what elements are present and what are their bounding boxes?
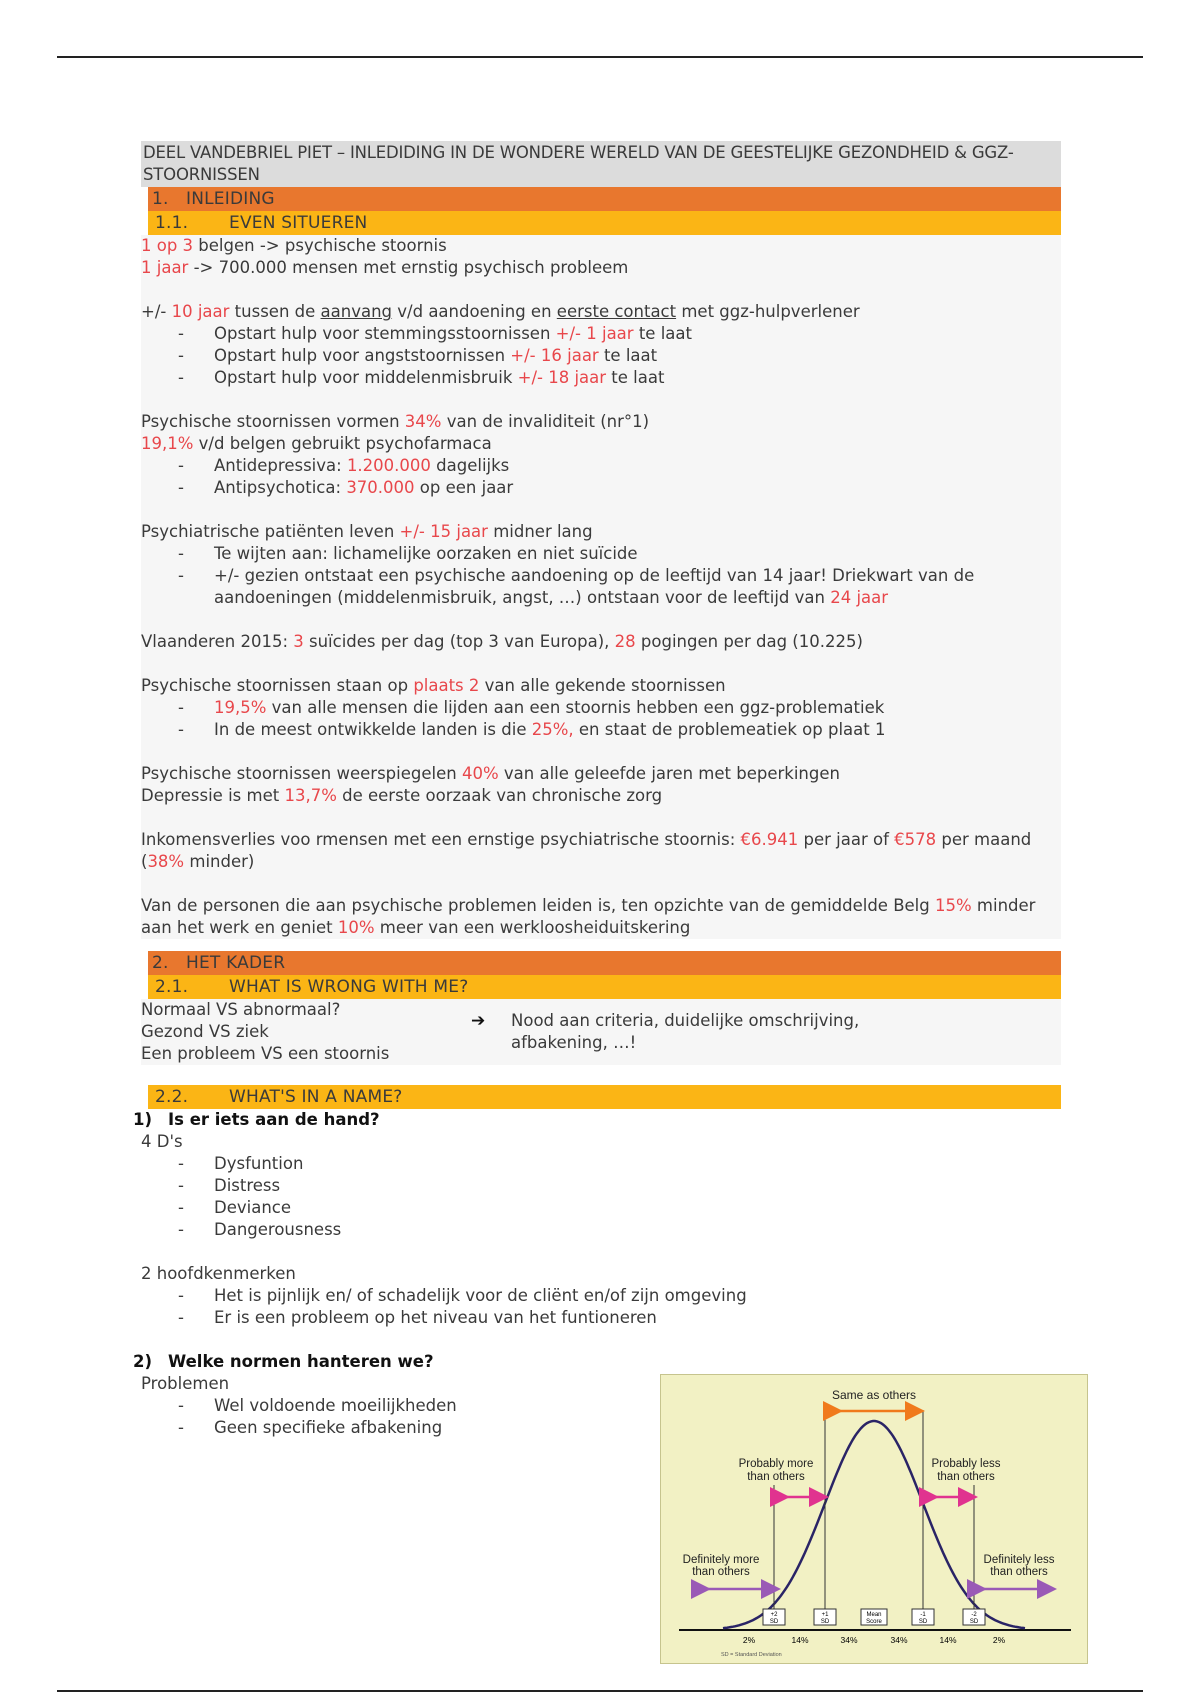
stat-value: 19,1% bbox=[141, 434, 194, 453]
heading-text: INLEIDING bbox=[186, 189, 275, 209]
stat-line bbox=[141, 895, 1061, 939]
sd-box-label: Mean bbox=[866, 1612, 882, 1618]
hoofdkenmerken-list bbox=[141, 1285, 1061, 1329]
bullet-list bbox=[141, 323, 1061, 389]
stat-text: met ggz-hulpverlener bbox=[676, 302, 860, 321]
problemen-intro: Problemen bbox=[141, 1374, 230, 1393]
label-definitely-less-2: than others bbox=[990, 1566, 1048, 1578]
heading-number: 1. bbox=[152, 189, 169, 209]
stat-value: 13,7% bbox=[284, 786, 337, 805]
stat-line bbox=[141, 631, 1061, 653]
stat-text: Vlaanderen 2015: bbox=[141, 632, 294, 651]
item-text: Te wijten aan: lichamelijke oorzaken en niet suïcide bbox=[214, 544, 638, 563]
stat-text: +/- bbox=[141, 302, 172, 321]
stat-text: Van de personen die aan psychische problemen leiden is, ten opzichte van de gemiddelde Belg bbox=[141, 896, 935, 915]
stat-text: midner lang bbox=[487, 522, 593, 541]
heading-number: 2.2. bbox=[155, 1087, 189, 1107]
stat-line bbox=[141, 785, 1061, 807]
item-text: te laat bbox=[633, 324, 692, 343]
stat-line bbox=[141, 829, 1061, 873]
bullet-list bbox=[141, 543, 1061, 609]
item-text: dagelijks bbox=[430, 456, 510, 475]
normal-distribution-figure bbox=[660, 1374, 1088, 1664]
stat-value: 40% bbox=[461, 764, 499, 783]
stat-line bbox=[141, 433, 1061, 455]
item-value: 19,5% bbox=[214, 698, 267, 717]
stat-text: Psychiatrische patiënten leven bbox=[141, 522, 400, 541]
heading-what-is-wrong bbox=[148, 975, 1061, 999]
bullet-list bbox=[141, 697, 1061, 741]
kader-questions bbox=[141, 999, 471, 1065]
sd-box bbox=[963, 1609, 985, 1625]
pct-label: 2% bbox=[742, 1635, 756, 1645]
list-item: - Dysfuntion bbox=[141, 1153, 1061, 1175]
sd-box-label: SD bbox=[918, 1619, 928, 1625]
list-item: - Er is een probleem op het niveau van het funtioneren bbox=[141, 1307, 1061, 1329]
stat-text: van alle gekende stoornissen bbox=[479, 676, 726, 695]
document-body bbox=[133, 141, 1061, 1439]
question-text: Welke normen hanteren we? bbox=[168, 1352, 434, 1371]
item-value: 370.000 bbox=[346, 478, 415, 497]
stat-text: -> 700.000 mensen met ernstig psychisch probleem bbox=[188, 258, 629, 277]
kader-line: Gezond VS ziek bbox=[141, 1022, 269, 1041]
item-text: +/- gezien ontstaat een psychische aandoening op de leeftijd van 14 jaar! Driekwart van de aandoeningen (middelenmisbruik, angst, …) ontstaan voor de leeftijd van bbox=[214, 566, 975, 607]
list-item bbox=[141, 477, 1061, 499]
sd-box-label: SD bbox=[769, 1619, 779, 1625]
label-probably-less-2: than others bbox=[937, 1471, 995, 1483]
stat-text: pogingen per dag (10.225) bbox=[635, 632, 863, 651]
stat-text: per maand ( bbox=[141, 830, 1032, 871]
label-probably-less: Probably less bbox=[931, 1458, 1001, 1470]
sd-box-label: +1 bbox=[821, 1612, 829, 1618]
situeren-block bbox=[141, 235, 1061, 939]
item-text: In de meest ontwikkelde landen is die bbox=[214, 720, 532, 739]
stat-value: 1 jaar bbox=[141, 258, 189, 277]
arrow-icon: ➔ bbox=[471, 1011, 486, 1031]
question-2 bbox=[133, 1351, 1061, 1373]
list-item bbox=[141, 455, 1061, 477]
item-text: en staat de problemeatiek op plaat 1 bbox=[573, 720, 886, 739]
stat-text: tussen de bbox=[229, 302, 321, 321]
list-item: - Deviance bbox=[141, 1197, 1061, 1219]
list-item: - Het is pijnlijk en/ of schadelijk voor de cliënt en/of zijn omgeving bbox=[141, 1285, 1061, 1307]
stat-line bbox=[141, 301, 1061, 323]
pct-label: 34% bbox=[840, 1635, 858, 1645]
list-item: - Geen specifieke afbakening bbox=[141, 1417, 1061, 1439]
item-value: 1.200.000 bbox=[346, 456, 431, 475]
stat-text: Psychische stoornissen weerspiegelen bbox=[141, 764, 462, 783]
heading-even-situeren bbox=[148, 211, 1061, 235]
stat-line bbox=[141, 411, 1061, 433]
heading-number: 1.1. bbox=[155, 213, 189, 233]
heading-whats-in-a-name bbox=[148, 1085, 1061, 1109]
bottom-rule bbox=[57, 1690, 1143, 1692]
heading-text: HET KADER bbox=[186, 953, 286, 973]
sd-box bbox=[814, 1609, 836, 1625]
item-value: 25%, bbox=[531, 720, 574, 739]
stat-value: 34% bbox=[404, 412, 442, 431]
stat-line bbox=[141, 235, 1061, 257]
stat-value: +/- 15 jaar bbox=[399, 522, 488, 541]
stat-text: minder aan het werk en geniet bbox=[141, 896, 1036, 937]
stat-text: v/d aandoening en bbox=[392, 302, 557, 321]
item-value: 24 jaar bbox=[830, 588, 889, 607]
stat-value: 10% bbox=[337, 918, 375, 937]
label-definitely-more: Definitely more bbox=[682, 1554, 760, 1566]
stat-text: v/d belgen gebruikt psychofarmaca bbox=[193, 434, 492, 453]
stat-value: 28 bbox=[614, 632, 636, 651]
list-item bbox=[141, 719, 1061, 741]
list-item bbox=[141, 345, 1061, 367]
pct-label: 14% bbox=[939, 1635, 957, 1645]
stat-text: meer van een werkloosheiduitskering bbox=[374, 918, 691, 937]
bullet-list bbox=[141, 455, 1061, 499]
sd-box bbox=[763, 1609, 785, 1625]
stat-text: Psychische stoornissen staan op bbox=[141, 676, 414, 695]
sd-box bbox=[912, 1609, 934, 1625]
stat-text: suïcides per dag (top 3 van Europa), bbox=[303, 632, 615, 651]
list-item bbox=[141, 697, 1061, 719]
list-item bbox=[141, 565, 1061, 609]
stat-text: van de invaliditeit (nr°1) bbox=[441, 412, 650, 431]
item-text: Opstart hulp voor angststoornissen bbox=[214, 346, 511, 365]
heading-text: WHAT IS WRONG WITH ME? bbox=[229, 977, 469, 997]
footnote: SD = Standard Deviation bbox=[721, 1652, 782, 1658]
label-same: Same as others bbox=[831, 1388, 917, 1402]
bell-curve bbox=[723, 1421, 1025, 1628]
label-probably-more: Probably more bbox=[738, 1458, 814, 1470]
sd-box-label: SD bbox=[969, 1619, 979, 1625]
item-text: te laat bbox=[598, 346, 658, 365]
hoofdkenmerken-intro: 2 hoofdkenmerken bbox=[141, 1264, 296, 1283]
list-item: - Dangerousness bbox=[141, 1219, 1061, 1241]
heading-text: EVEN SITUEREN bbox=[229, 213, 368, 233]
item-text: Antidepressiva: bbox=[214, 456, 347, 475]
label-definitely-less: Definitely less bbox=[983, 1554, 1055, 1566]
item-text: Antipsychotica: bbox=[214, 478, 347, 497]
document-title: DEEL VANDEBRIEL PIET – INLEDIDING IN DE WONDERE WERELD VAN DE GEESTELIJKE GEZONDHEID & GGZ-STOORNISSEN bbox=[141, 141, 1061, 187]
stat-line bbox=[141, 257, 1061, 279]
sd-box-label: +2 bbox=[770, 1612, 778, 1618]
list-item: - Wel voldoende moeilijkheden bbox=[141, 1395, 1061, 1417]
item-text: van alle mensen die lijden aan een stoornis hebben een ggz-problematiek bbox=[266, 698, 885, 717]
four-ds-intro: 4 D's bbox=[141, 1132, 183, 1151]
sd-box-label: -2 bbox=[971, 1612, 977, 1618]
stat-text: minder) bbox=[184, 852, 255, 871]
stat-value: 1 op 3 bbox=[141, 236, 194, 255]
question-text: Is er iets aan de hand? bbox=[168, 1110, 380, 1129]
underlined-term: eerste contact bbox=[556, 302, 677, 321]
item-text: op een jaar bbox=[414, 478, 514, 497]
stat-text: van alle geleefde jaren met beperkingen bbox=[498, 764, 840, 783]
stat-value: 10 jaar bbox=[171, 302, 230, 321]
sd-box-label: -1 bbox=[920, 1612, 926, 1618]
stat-value: 15% bbox=[934, 896, 972, 915]
kader-line: Normaal VS abnormaal? bbox=[141, 1000, 341, 1019]
heading-number: 2. bbox=[152, 953, 169, 973]
label-definitely-more-2: than others bbox=[692, 1566, 750, 1578]
stat-line bbox=[141, 763, 1061, 785]
stat-text: de eerste oorzaak van chronische zorg bbox=[336, 786, 663, 805]
stat-value: 38% bbox=[147, 852, 185, 871]
stat-text: belgen -> psychische stoornis bbox=[193, 236, 447, 255]
pct-label: 14% bbox=[791, 1635, 809, 1645]
question-number: 1) bbox=[133, 1110, 153, 1129]
kader-block bbox=[141, 999, 1061, 1065]
four-ds-list bbox=[141, 1153, 1061, 1241]
item-text: Opstart hulp voor middelenmisbruik bbox=[214, 368, 518, 387]
item-text: Opstart hulp voor stemmingsstoornissen bbox=[214, 324, 556, 343]
pct-label: 34% bbox=[890, 1635, 908, 1645]
stat-line bbox=[141, 675, 1061, 697]
stat-value: plaats 2 bbox=[413, 676, 480, 695]
item-value: +/- 18 jaar bbox=[517, 368, 607, 387]
stat-text: Inkomensverlies voo rmensen met een ernstige psychiatrische stoornis: bbox=[141, 830, 741, 849]
mean-box bbox=[861, 1609, 887, 1625]
list-item bbox=[141, 323, 1061, 345]
sd-box-label: Score bbox=[866, 1619, 882, 1625]
top-rule bbox=[57, 56, 1143, 58]
pct-label: 2% bbox=[992, 1635, 1006, 1645]
kader-conclusion: Nood aan criteria, duidelijke omschrijving, afbakening, …! bbox=[511, 1011, 860, 1052]
heading-het-kader bbox=[148, 951, 1061, 975]
heading-inleiding bbox=[148, 187, 1061, 211]
stat-value: 3 bbox=[293, 632, 304, 651]
list-item: - Distress bbox=[141, 1175, 1061, 1197]
bell-curve-diagram bbox=[661, 1375, 1087, 1663]
list-item bbox=[141, 367, 1061, 389]
sd-box-label: SD bbox=[820, 1619, 830, 1625]
label-probably-more-2: than others bbox=[747, 1471, 805, 1483]
item-value: +/- 16 jaar bbox=[510, 346, 599, 365]
stat-value: €6.941 bbox=[740, 830, 799, 849]
item-value: +/- 1 jaar bbox=[555, 324, 634, 343]
question-1 bbox=[133, 1109, 1061, 1131]
stat-text: Depressie is met bbox=[141, 786, 285, 805]
underlined-term: aanvang bbox=[320, 302, 393, 321]
kader-line: Een probleem VS een stoornis bbox=[141, 1044, 390, 1063]
stat-value: €578 bbox=[894, 830, 937, 849]
stat-text: Psychische stoornissen vormen bbox=[141, 412, 405, 431]
question-number: 2) bbox=[133, 1352, 153, 1371]
heading-text: WHAT'S IN A NAME? bbox=[229, 1087, 403, 1107]
heading-number: 2.1. bbox=[155, 977, 189, 997]
stat-text: per jaar of bbox=[798, 830, 895, 849]
item-text: te laat bbox=[606, 368, 665, 387]
stat-line bbox=[141, 521, 1061, 543]
list-item bbox=[141, 543, 1061, 565]
